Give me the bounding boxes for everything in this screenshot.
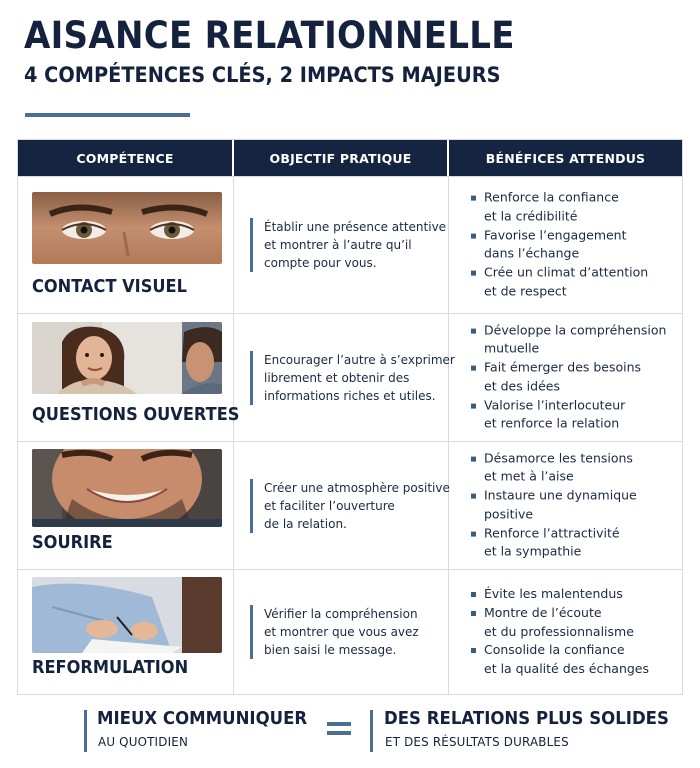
footer-right-sub: ET DES RÉSULTATS DURABLES bbox=[385, 734, 569, 749]
objective-cell bbox=[234, 570, 449, 694]
benefits-list bbox=[471, 189, 648, 302]
column-header-objectif: OBJECTIF PRATIQUE bbox=[234, 140, 449, 176]
benefits-cell bbox=[449, 314, 682, 441]
benefits-cell bbox=[449, 570, 682, 694]
footer-right-main: DES RELATIONS PLUS SOLIDES bbox=[384, 708, 669, 729]
list-item: Fait émerger des besoins et des idées bbox=[471, 359, 666, 397]
benefits-cell bbox=[449, 177, 682, 313]
meeting-photo-icon bbox=[32, 577, 222, 653]
table-row bbox=[18, 176, 682, 313]
list-item: Développe la compréhension mutuelle bbox=[471, 321, 666, 359]
list-item: Désamorce les tensions et met à l’aise bbox=[471, 449, 637, 487]
benefits-list bbox=[471, 449, 637, 562]
benefits-cell bbox=[449, 442, 682, 569]
competence-name: REFORMULATION bbox=[32, 657, 189, 678]
column-header-competence: COMPÉTENCE bbox=[18, 140, 234, 176]
page-title: AISANCE RELATIONNELLE bbox=[24, 14, 515, 57]
list-item: Consolide la confiance et la qualité des échanges bbox=[471, 641, 649, 679]
benefits-list bbox=[471, 585, 649, 679]
list-item: Renforce l’attractivité et la sympathie bbox=[471, 524, 637, 562]
competence-cell bbox=[18, 177, 234, 313]
equals-icon bbox=[327, 722, 351, 740]
table-row bbox=[18, 441, 682, 569]
objective-text: Établir une présence attentive et montrer à l’autre qu’il compte pour vous. bbox=[250, 218, 440, 272]
objective-cell bbox=[234, 442, 449, 569]
list-item: Montre de l’écoute et du professionnalisme bbox=[471, 604, 649, 642]
objective-cell bbox=[234, 314, 455, 441]
competence-name: QUESTIONS OUVERTES bbox=[32, 404, 240, 425]
smile-photo-icon bbox=[32, 449, 222, 527]
list-item: Favorise l’engagement dans l’échange bbox=[471, 226, 648, 264]
list-item: Instaure une dynamique positive bbox=[471, 487, 637, 525]
footer-left-sub: AU QUOTIDIEN bbox=[98, 734, 189, 749]
title-accent-line bbox=[25, 113, 190, 117]
objective-text: Créer une atmosphère positive et faciliter l’ouverture de la relation. bbox=[250, 479, 440, 533]
table-header bbox=[18, 140, 682, 176]
competence-cell bbox=[18, 442, 234, 569]
objective-text: Vérifier la compréhension et montrer que vous avez bien saisi le message. bbox=[250, 605, 440, 659]
conversation-photo-icon bbox=[32, 322, 222, 394]
list-item: Valorise l’interlocuteur et renforce la relation bbox=[471, 396, 666, 434]
header bbox=[24, 12, 684, 90]
eyes-photo-icon bbox=[32, 192, 222, 264]
competence-cell bbox=[18, 570, 234, 694]
column-header-benefices: BÉNÉFICES ATTENDUS bbox=[485, 150, 646, 166]
competence-cell bbox=[18, 314, 240, 441]
benefits-list bbox=[471, 321, 666, 434]
list-item: Renforce la confiance et la crédibilité bbox=[471, 189, 648, 227]
page-subtitle: 4 COMPÉTENCES CLÉS, 2 IMPACTS MAJEURS bbox=[24, 63, 501, 87]
competence-name: CONTACT VISUEL bbox=[32, 276, 187, 297]
footer-left-accent-bar bbox=[84, 710, 87, 752]
footer-right-accent-bar bbox=[370, 710, 373, 752]
objective-text: Encourager l’autre à s’exprimer librement et obtenir des informations riches et utiles. bbox=[250, 351, 440, 405]
footer-left-main: MIEUX COMMUNIQUER bbox=[97, 708, 308, 729]
table-row bbox=[18, 313, 682, 441]
table-row bbox=[18, 569, 682, 694]
footer-summary bbox=[0, 700, 700, 768]
competence-table bbox=[17, 139, 683, 695]
competence-name: SOURIRE bbox=[32, 532, 113, 553]
objective-cell bbox=[234, 177, 449, 313]
list-item: Évite les malentendus bbox=[471, 585, 649, 604]
list-item: Crée un climat d’attention et de respect bbox=[471, 264, 648, 302]
